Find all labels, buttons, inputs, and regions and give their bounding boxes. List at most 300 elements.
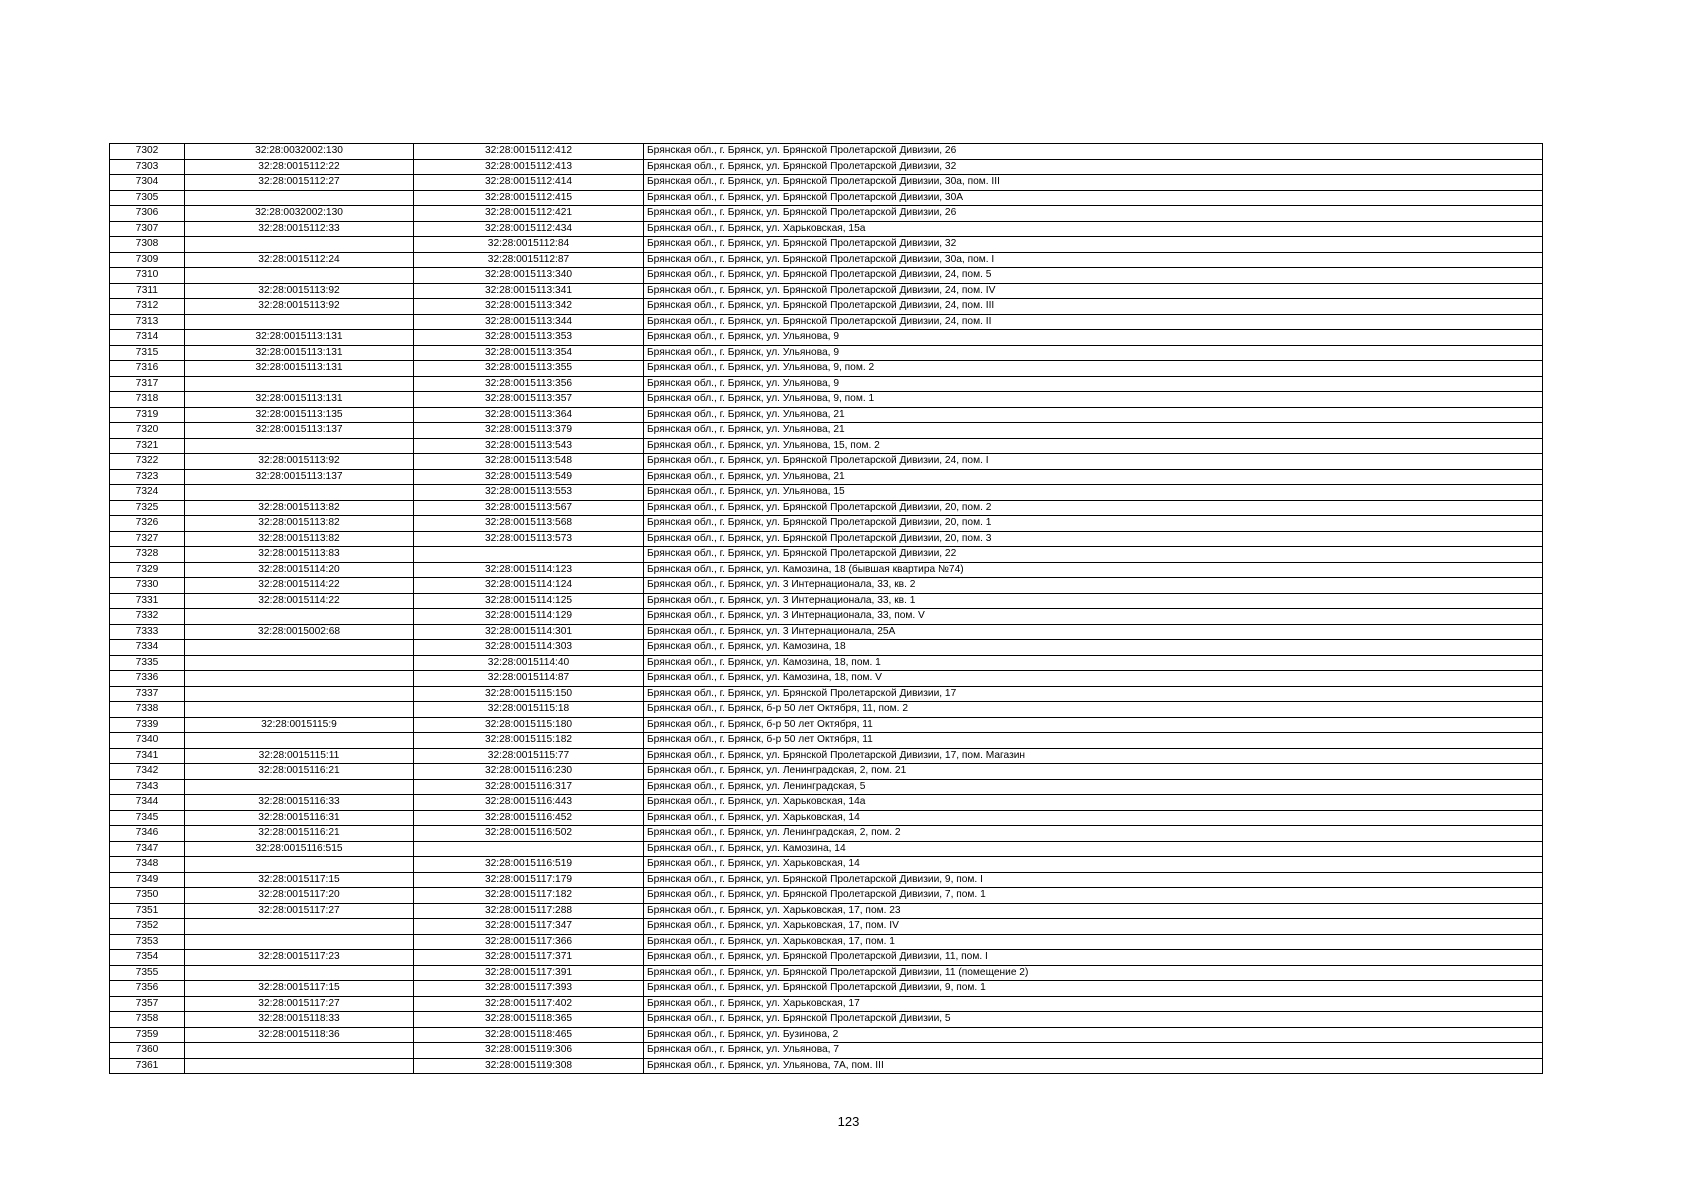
table-row xyxy=(110,500,1543,516)
address-cell: Брянская обл., г. Брянск, ул. Ульянова, 21 xyxy=(644,469,1543,485)
cadastral-number-cell: 32:28:0015113:342 xyxy=(414,299,644,315)
parent-cadastral-number-cell: 32:28:0015115:9 xyxy=(185,717,414,733)
cadastral-number-cell: 32:28:0015113:573 xyxy=(414,531,644,547)
address-cell: Брянская обл., г. Брянск, ул. Харьковская, 14 xyxy=(644,810,1543,826)
parent-cadastral-number-cell xyxy=(185,609,414,625)
parent-cadastral-number-cell: 32:28:0015118:33 xyxy=(185,1012,414,1028)
address-cell: Брянская обл., г. Брянск, ул. Брянской Пролетарской Дивизии, 24, пом. I xyxy=(644,454,1543,470)
cadastral-number-cell: 32:28:0015117:347 xyxy=(414,919,644,935)
parent-cadastral-number-cell: 32:28:0015113:83 xyxy=(185,547,414,563)
table-row xyxy=(110,562,1543,578)
parent-cadastral-number-cell: 32:28:0015118:36 xyxy=(185,1027,414,1043)
parent-cadastral-number-cell xyxy=(185,485,414,501)
address-cell: Брянская обл., г. Брянск, ул. Ленинградская, 5 xyxy=(644,779,1543,795)
address-cell: Брянская обл., г. Брянск, ул. Брянской Пролетарской Дивизии, 5 xyxy=(644,1012,1543,1028)
table-row xyxy=(110,190,1543,206)
row-number-cell: 7357 xyxy=(110,996,185,1012)
parent-cadastral-number-cell: 32:28:0015117:27 xyxy=(185,996,414,1012)
cadastral-number-cell: 32:28:0015112:412 xyxy=(414,144,644,160)
table-row xyxy=(110,764,1543,780)
table-row xyxy=(110,981,1543,997)
address-cell: Брянская обл., г. Брянск, ул. Ульянова, 21 xyxy=(644,407,1543,423)
address-cell: Брянская обл., г. Брянск, б-р 50 лет Октября, 11 xyxy=(644,733,1543,749)
row-number-cell: 7349 xyxy=(110,872,185,888)
parent-cadastral-number-cell xyxy=(185,655,414,671)
table-body xyxy=(110,144,1543,1074)
table-row xyxy=(110,221,1543,237)
table-row xyxy=(110,299,1543,315)
row-number-cell: 7313 xyxy=(110,314,185,330)
address-cell: Брянская обл., г. Брянск, ул. Брянской Пролетарской Дивизии, 26 xyxy=(644,206,1543,222)
parent-cadastral-number-cell: 32:28:0015113:137 xyxy=(185,423,414,439)
cadastral-number-cell: 32:28:0015117:366 xyxy=(414,934,644,950)
table-row xyxy=(110,919,1543,935)
parent-cadastral-number-cell xyxy=(185,934,414,950)
parent-cadastral-number-cell: 32:28:0015114:22 xyxy=(185,593,414,609)
parent-cadastral-number-cell xyxy=(185,190,414,206)
parent-cadastral-number-cell xyxy=(185,965,414,981)
parent-cadastral-number-cell: 32:28:0015002:68 xyxy=(185,624,414,640)
parent-cadastral-number-cell: 32:28:0032002:130 xyxy=(185,206,414,222)
cadastral-number-cell xyxy=(414,841,644,857)
address-cell: Брянская обл., г. Брянск, ул. Брянской Пролетарской Дивизии, 30а, пом. I xyxy=(644,252,1543,268)
parent-cadastral-number-cell: 32:28:0015113:135 xyxy=(185,407,414,423)
cadastral-number-cell: 32:28:0015115:150 xyxy=(414,686,644,702)
table-row xyxy=(110,826,1543,842)
cadastral-number-cell: 32:28:0015116:519 xyxy=(414,857,644,873)
row-number-cell: 7337 xyxy=(110,686,185,702)
row-number-cell: 7324 xyxy=(110,485,185,501)
row-number-cell: 7341 xyxy=(110,748,185,764)
table-row xyxy=(110,423,1543,439)
table-row xyxy=(110,841,1543,857)
cadastral-number-cell: 32:28:0015112:415 xyxy=(414,190,644,206)
row-number-cell: 7318 xyxy=(110,392,185,408)
address-cell: Брянская обл., г. Брянск, ул. Камозина, 14 xyxy=(644,841,1543,857)
cadastral-number-cell: 32:28:0015116:230 xyxy=(414,764,644,780)
parent-cadastral-number-cell: 32:28:0015116:31 xyxy=(185,810,414,826)
parent-cadastral-number-cell: 32:28:0015117:15 xyxy=(185,872,414,888)
address-cell: Брянская обл., г. Брянск, ул. Ленинградская, 2, пом. 2 xyxy=(644,826,1543,842)
row-number-cell: 7356 xyxy=(110,981,185,997)
row-number-cell: 7339 xyxy=(110,717,185,733)
address-cell: Брянская обл., г. Брянск, ул. 3 Интернационала, 33, кв. 1 xyxy=(644,593,1543,609)
address-cell: Брянская обл., г. Брянск, ул. Брянской Пролетарской Дивизии, 20, пом. 1 xyxy=(644,516,1543,532)
address-cell: Брянская обл., г. Брянск, ул. 3 Интернационала, 33, пом. V xyxy=(644,609,1543,625)
table-row xyxy=(110,1012,1543,1028)
cadastral-number-cell: 32:28:0015112:87 xyxy=(414,252,644,268)
row-number-cell: 7304 xyxy=(110,175,185,191)
address-cell: Брянская обл., г. Брянск, ул. Харьковская, 14а xyxy=(644,795,1543,811)
row-number-cell: 7325 xyxy=(110,500,185,516)
table-row xyxy=(110,547,1543,563)
row-number-cell: 7316 xyxy=(110,361,185,377)
address-cell: Брянская обл., г. Брянск, ул. Ульянова, 15 xyxy=(644,485,1543,501)
table-row xyxy=(110,206,1543,222)
parent-cadastral-number-cell xyxy=(185,779,414,795)
table-row xyxy=(110,717,1543,733)
address-cell: Брянская обл., г. Брянск, б-р 50 лет Октября, 11, пом. 2 xyxy=(644,702,1543,718)
row-number-cell: 7347 xyxy=(110,841,185,857)
parent-cadastral-number-cell xyxy=(185,702,414,718)
cadastral-number-cell: 32:28:0015115:182 xyxy=(414,733,644,749)
address-cell: Брянская обл., г. Брянск, ул. Брянской Пролетарской Дивизии, 32 xyxy=(644,237,1543,253)
table-row xyxy=(110,593,1543,609)
row-number-cell: 7309 xyxy=(110,252,185,268)
table-row xyxy=(110,810,1543,826)
table-row xyxy=(110,857,1543,873)
row-number-cell: 7303 xyxy=(110,159,185,175)
address-cell: Брянская обл., г. Брянск, ул. Брянской Пролетарской Дивизии, 24, пом. III xyxy=(644,299,1543,315)
cadastral-number-cell: 32:28:0015117:393 xyxy=(414,981,644,997)
parent-cadastral-number-cell xyxy=(185,919,414,935)
parent-cadastral-number-cell xyxy=(185,671,414,687)
table-row xyxy=(110,903,1543,919)
table-row xyxy=(110,888,1543,904)
address-cell: Брянская обл., г. Брянск, ул. Ульянова, 9 xyxy=(644,330,1543,346)
address-cell: Брянская обл., г. Брянск, ул. Ленинградская, 2, пом. 21 xyxy=(644,764,1543,780)
address-cell: Брянская обл., г. Брянск, ул. Ульянова, 7 xyxy=(644,1043,1543,1059)
table-row xyxy=(110,469,1543,485)
address-cell: Брянская обл., г. Брянск, ул. Брянской Пролетарской Дивизии, 9, пом. I xyxy=(644,872,1543,888)
cadastral-number-cell: 32:28:0015117:371 xyxy=(414,950,644,966)
parent-cadastral-number-cell: 32:28:0015113:92 xyxy=(185,283,414,299)
cadastral-number-cell: 32:28:0015112:413 xyxy=(414,159,644,175)
address-cell: Брянская обл., г. Брянск, ул. Брянской Пролетарской Дивизии, 20, пом. 2 xyxy=(644,500,1543,516)
parent-cadastral-number-cell: 32:28:0015113:131 xyxy=(185,361,414,377)
parent-cadastral-number-cell: 32:28:0015117:20 xyxy=(185,888,414,904)
parent-cadastral-number-cell: 32:28:0015115:11 xyxy=(185,748,414,764)
cadastral-number-cell: 32:28:0015113:567 xyxy=(414,500,644,516)
table-row xyxy=(110,872,1543,888)
address-cell: Брянская обл., г. Брянск, ул. Брянской Пролетарской Дивизии, 32 xyxy=(644,159,1543,175)
parent-cadastral-number-cell: 32:28:0015114:22 xyxy=(185,578,414,594)
cadastral-number-cell: 32:28:0015115:180 xyxy=(414,717,644,733)
address-cell: Брянская обл., г. Брянск, ул. Брянской Пролетарской Дивизии, 30а, пом. III xyxy=(644,175,1543,191)
parent-cadastral-number-cell xyxy=(185,438,414,454)
address-cell: Брянская обл., г. Брянск, ул. Брянской Пролетарской Дивизии, 17 xyxy=(644,686,1543,702)
row-number-cell: 7352 xyxy=(110,919,185,935)
parent-cadastral-number-cell: 32:28:0015113:82 xyxy=(185,500,414,516)
cadastral-number-cell: 32:28:0015113:357 xyxy=(414,392,644,408)
row-number-cell: 7354 xyxy=(110,950,185,966)
parent-cadastral-number-cell xyxy=(185,640,414,656)
parent-cadastral-number-cell: 32:28:0015116:21 xyxy=(185,826,414,842)
row-number-cell: 7315 xyxy=(110,345,185,361)
address-cell: Брянская обл., г. Брянск, ул. Харьковская, 17 xyxy=(644,996,1543,1012)
row-number-cell: 7334 xyxy=(110,640,185,656)
parent-cadastral-number-cell: 32:28:0015113:82 xyxy=(185,516,414,532)
cadastral-number-cell: 32:28:0015117:179 xyxy=(414,872,644,888)
cadastral-number-cell: 32:28:0015114:301 xyxy=(414,624,644,640)
row-number-cell: 7329 xyxy=(110,562,185,578)
address-cell: Брянская обл., г. Брянск, ул. Брянской Пролетарской Дивизии, 20, пом. 3 xyxy=(644,531,1543,547)
cadastral-number-cell: 32:28:0015119:308 xyxy=(414,1058,644,1074)
address-cell: Брянская обл., г. Брянск, ул. Харьковская, 14 xyxy=(644,857,1543,873)
table-row xyxy=(110,361,1543,377)
cadastral-number-cell xyxy=(414,547,644,563)
cadastral-number-cell: 32:28:0015116:443 xyxy=(414,795,644,811)
row-number-cell: 7351 xyxy=(110,903,185,919)
address-cell: Брянская обл., г. Брянск, ул. Ульянова, 9 xyxy=(644,376,1543,392)
address-cell: Брянская обл., г. Брянск, ул. Брянской Пролетарской Дивизии, 24, пом. II xyxy=(644,314,1543,330)
table-row xyxy=(110,733,1543,749)
address-cell: Брянская обл., г. Брянск, ул. 3 Интернационала, 25А xyxy=(644,624,1543,640)
row-number-cell: 7312 xyxy=(110,299,185,315)
parent-cadastral-number-cell: 32:28:0015112:24 xyxy=(185,252,414,268)
cadastral-number-cell: 32:28:0015117:182 xyxy=(414,888,644,904)
parent-cadastral-number-cell: 32:28:0015117:15 xyxy=(185,981,414,997)
cadastral-number-cell: 32:28:0015113:340 xyxy=(414,268,644,284)
table-row xyxy=(110,702,1543,718)
table-row xyxy=(110,655,1543,671)
address-cell: Брянская обл., г. Брянск, ул. Харьковская, 17, пом. 1 xyxy=(644,934,1543,950)
address-cell: Брянская обл., г. Брянск, ул. Брянской Пролетарской Дивизии, 11, пом. I xyxy=(644,950,1543,966)
address-cell: Брянская обл., г. Брянск, ул. Харьковская, 15а xyxy=(644,221,1543,237)
row-number-cell: 7343 xyxy=(110,779,185,795)
table-row xyxy=(110,516,1543,532)
row-number-cell: 7342 xyxy=(110,764,185,780)
row-number-cell: 7323 xyxy=(110,469,185,485)
address-cell: Брянская обл., г. Брянск, ул. Харьковская, 17, пом. IV xyxy=(644,919,1543,935)
cadastral-registry-table xyxy=(109,143,1543,1074)
parent-cadastral-number-cell xyxy=(185,733,414,749)
row-number-cell: 7308 xyxy=(110,237,185,253)
address-cell: Брянская обл., г. Брянск, ул. Ульянова, 21 xyxy=(644,423,1543,439)
cadastral-number-cell: 32:28:0015113:553 xyxy=(414,485,644,501)
table-row xyxy=(110,531,1543,547)
address-cell: Брянская обл., г. Брянск, ул. Брянской Пролетарской Дивизии, 30А xyxy=(644,190,1543,206)
table-row xyxy=(110,376,1543,392)
table-row xyxy=(110,996,1543,1012)
cadastral-number-cell: 32:28:0015114:123 xyxy=(414,562,644,578)
address-cell: Брянская обл., г. Брянск, ул. Брянской Пролетарской Дивизии, 26 xyxy=(644,144,1543,160)
address-cell: Брянская обл., г. Брянск, ул. Ульянова, 9, пом. 2 xyxy=(644,361,1543,377)
table-row xyxy=(110,330,1543,346)
address-cell: Брянская обл., г. Брянск, б-р 50 лет Октября, 11 xyxy=(644,717,1543,733)
row-number-cell: 7360 xyxy=(110,1043,185,1059)
cadastral-number-cell: 32:28:0015117:288 xyxy=(414,903,644,919)
address-cell: Брянская обл., г. Брянск, ул. Брянской Пролетарской Дивизии, 22 xyxy=(644,547,1543,563)
parent-cadastral-number-cell: 32:28:0015112:22 xyxy=(185,159,414,175)
page-number: 123 xyxy=(837,1114,860,1129)
row-number-cell: 7321 xyxy=(110,438,185,454)
address-cell: Брянская обл., г. Брянск, ул. Камозина, 18, пом. V xyxy=(644,671,1543,687)
parent-cadastral-number-cell: 32:28:0015113:92 xyxy=(185,454,414,470)
cadastral-number-cell: 32:28:0015113:353 xyxy=(414,330,644,346)
parent-cadastral-number-cell xyxy=(185,1043,414,1059)
cadastral-number-cell: 32:28:0015112:421 xyxy=(414,206,644,222)
table-row xyxy=(110,934,1543,950)
table-row xyxy=(110,252,1543,268)
address-cell: Брянская обл., г. Брянск, ул. Ульянова, 9, пом. 1 xyxy=(644,392,1543,408)
table-row xyxy=(110,175,1543,191)
cadastral-number-cell: 32:28:0015113:549 xyxy=(414,469,644,485)
cadastral-number-cell: 32:28:0015112:84 xyxy=(414,237,644,253)
row-number-cell: 7327 xyxy=(110,531,185,547)
row-number-cell: 7328 xyxy=(110,547,185,563)
parent-cadastral-number-cell: 32:28:0015116:515 xyxy=(185,841,414,857)
parent-cadastral-number-cell: 32:28:0015117:23 xyxy=(185,950,414,966)
parent-cadastral-number-cell: 32:28:0015113:131 xyxy=(185,345,414,361)
parent-cadastral-number-cell xyxy=(185,376,414,392)
cadastral-number-cell: 32:28:0015117:402 xyxy=(414,996,644,1012)
address-cell: Брянская обл., г. Брянск, ул. Брянской Пролетарской Дивизии, 24, пом. IV xyxy=(644,283,1543,299)
parent-cadastral-number-cell: 32:28:0015113:131 xyxy=(185,330,414,346)
table-row xyxy=(110,1027,1543,1043)
cadastral-number-cell: 32:28:0015112:414 xyxy=(414,175,644,191)
row-number-cell: 7330 xyxy=(110,578,185,594)
address-cell: Брянская обл., г. Брянск, ул. Камозина, 18 (бывшая квартира №74) xyxy=(644,562,1543,578)
address-cell: Брянская обл., г. Брянск, ул. Брянской Пролетарской Дивизии, 9, пом. 1 xyxy=(644,981,1543,997)
cadastral-number-cell: 32:28:0015115:18 xyxy=(414,702,644,718)
table-row xyxy=(110,485,1543,501)
table-row xyxy=(110,237,1543,253)
table-row xyxy=(110,578,1543,594)
row-number-cell: 7333 xyxy=(110,624,185,640)
table-row xyxy=(110,779,1543,795)
parent-cadastral-number-cell: 32:28:0015113:82 xyxy=(185,531,414,547)
address-cell: Брянская обл., г. Брянск, ул. Ульянова, 7А, пом. III xyxy=(644,1058,1543,1074)
row-number-cell: 7359 xyxy=(110,1027,185,1043)
row-number-cell: 7319 xyxy=(110,407,185,423)
cadastral-number-cell: 32:28:0015114:125 xyxy=(414,593,644,609)
cadastral-number-cell: 32:28:0015114:124 xyxy=(414,578,644,594)
row-number-cell: 7336 xyxy=(110,671,185,687)
row-number-cell: 7344 xyxy=(110,795,185,811)
row-number-cell: 7346 xyxy=(110,826,185,842)
row-number-cell: 7348 xyxy=(110,857,185,873)
cadastral-number-cell: 32:28:0015118:365 xyxy=(414,1012,644,1028)
parent-cadastral-number-cell: 32:28:0015116:21 xyxy=(185,764,414,780)
table-row xyxy=(110,1043,1543,1059)
cadastral-number-cell: 32:28:0015119:306 xyxy=(414,1043,644,1059)
address-cell: Брянская обл., г. Брянск, ул. Харьковская, 17, пом. 23 xyxy=(644,903,1543,919)
cadastral-number-cell: 32:28:0015112:434 xyxy=(414,221,644,237)
address-cell: Брянская обл., г. Брянск, ул. Ульянова, 15, пом. 2 xyxy=(644,438,1543,454)
cadastral-number-cell: 32:28:0015115:77 xyxy=(414,748,644,764)
row-number-cell: 7335 xyxy=(110,655,185,671)
row-number-cell: 7305 xyxy=(110,190,185,206)
row-number-cell: 7317 xyxy=(110,376,185,392)
cadastral-number-cell: 32:28:0015116:502 xyxy=(414,826,644,842)
table-row xyxy=(110,159,1543,175)
address-cell: Брянская обл., г. Брянск, ул. Брянской Пролетарской Дивизии, 17, пом. Магазин xyxy=(644,748,1543,764)
table-row xyxy=(110,950,1543,966)
table-row xyxy=(110,965,1543,981)
table-row xyxy=(110,640,1543,656)
row-number-cell: 7340 xyxy=(110,733,185,749)
row-number-cell: 7310 xyxy=(110,268,185,284)
row-number-cell: 7355 xyxy=(110,965,185,981)
address-cell: Брянская обл., г. Брянск, ул. Брянской Пролетарской Дивизии, 7, пом. 1 xyxy=(644,888,1543,904)
address-cell: Брянская обл., г. Брянск, ул. Брянской Пролетарской Дивизии, 11 (помещение 2) xyxy=(644,965,1543,981)
parent-cadastral-number-cell: 32:28:0015113:92 xyxy=(185,299,414,315)
parent-cadastral-number-cell xyxy=(185,314,414,330)
parent-cadastral-number-cell xyxy=(185,857,414,873)
cadastral-number-cell: 32:28:0015113:355 xyxy=(414,361,644,377)
table-row xyxy=(110,314,1543,330)
table-row xyxy=(110,795,1543,811)
cadastral-number-cell: 32:28:0015118:465 xyxy=(414,1027,644,1043)
table-row xyxy=(110,686,1543,702)
table-row xyxy=(110,345,1543,361)
row-number-cell: 7338 xyxy=(110,702,185,718)
table-row xyxy=(110,392,1543,408)
table-row xyxy=(110,438,1543,454)
row-number-cell: 7302 xyxy=(110,144,185,160)
row-number-cell: 7358 xyxy=(110,1012,185,1028)
row-number-cell: 7331 xyxy=(110,593,185,609)
parent-cadastral-number-cell: 32:28:0015112:33 xyxy=(185,221,414,237)
row-number-cell: 7361 xyxy=(110,1058,185,1074)
table-row xyxy=(110,748,1543,764)
table-row xyxy=(110,144,1543,160)
table-row xyxy=(110,671,1543,687)
cadastral-number-cell: 32:28:0015114:129 xyxy=(414,609,644,625)
address-cell: Брянская обл., г. Брянск, ул. Брянской Пролетарской Дивизии, 24, пом. 5 xyxy=(644,268,1543,284)
parent-cadastral-number-cell: 32:28:0015117:27 xyxy=(185,903,414,919)
parent-cadastral-number-cell: 32:28:0015113:137 xyxy=(185,469,414,485)
row-number-cell: 7311 xyxy=(110,283,185,299)
cadastral-number-cell: 32:28:0015113:344 xyxy=(414,314,644,330)
table-row xyxy=(110,1058,1543,1074)
row-number-cell: 7306 xyxy=(110,206,185,222)
address-cell: Брянская обл., г. Брянск, ул. Ульянова, 9 xyxy=(644,345,1543,361)
address-cell: Брянская обл., г. Брянск, ул. Камозина, 18 xyxy=(644,640,1543,656)
table-row xyxy=(110,283,1543,299)
cadastral-number-cell: 32:28:0015114:87 xyxy=(414,671,644,687)
row-number-cell: 7332 xyxy=(110,609,185,625)
row-number-cell: 7350 xyxy=(110,888,185,904)
parent-cadastral-number-cell: 32:28:0015113:131 xyxy=(185,392,414,408)
parent-cadastral-number-cell xyxy=(185,686,414,702)
row-number-cell: 7326 xyxy=(110,516,185,532)
cadastral-number-cell: 32:28:0015113:341 xyxy=(414,283,644,299)
table-row xyxy=(110,609,1543,625)
address-cell: Брянская обл., г. Брянск, ул. Бузинова, 2 xyxy=(644,1027,1543,1043)
row-number-cell: 7320 xyxy=(110,423,185,439)
cadastral-number-cell: 32:28:0015113:543 xyxy=(414,438,644,454)
row-number-cell: 7322 xyxy=(110,454,185,470)
parent-cadastral-number-cell xyxy=(185,237,414,253)
cadastral-number-cell: 32:28:0015114:40 xyxy=(414,655,644,671)
row-number-cell: 7353 xyxy=(110,934,185,950)
cadastral-number-cell: 32:28:0015113:356 xyxy=(414,376,644,392)
row-number-cell: 7307 xyxy=(110,221,185,237)
table-row xyxy=(110,624,1543,640)
cadastral-number-cell: 32:28:0015113:548 xyxy=(414,454,644,470)
table-row xyxy=(110,407,1543,423)
parent-cadastral-number-cell: 32:28:0015116:33 xyxy=(185,795,414,811)
cadastral-number-cell: 32:28:0015113:379 xyxy=(414,423,644,439)
cadastral-number-cell: 32:28:0015113:354 xyxy=(414,345,644,361)
parent-cadastral-number-cell: 32:28:0032002:130 xyxy=(185,144,414,160)
table-row xyxy=(110,268,1543,284)
parent-cadastral-number-cell xyxy=(185,1058,414,1074)
table-row xyxy=(110,454,1543,470)
parent-cadastral-number-cell: 32:28:0015112:27 xyxy=(185,175,414,191)
cadastral-number-cell: 32:28:0015114:303 xyxy=(414,640,644,656)
cadastral-number-cell: 32:28:0015117:391 xyxy=(414,965,644,981)
cadastral-number-cell: 32:28:0015116:452 xyxy=(414,810,644,826)
cadastral-number-cell: 32:28:0015113:364 xyxy=(414,407,644,423)
row-number-cell: 7345 xyxy=(110,810,185,826)
row-number-cell: 7314 xyxy=(110,330,185,346)
address-cell: Брянская обл., г. Брянск, ул. 3 Интернационала, 33, кв. 2 xyxy=(644,578,1543,594)
cadastral-number-cell: 32:28:0015113:568 xyxy=(414,516,644,532)
cadastral-number-cell: 32:28:0015116:317 xyxy=(414,779,644,795)
